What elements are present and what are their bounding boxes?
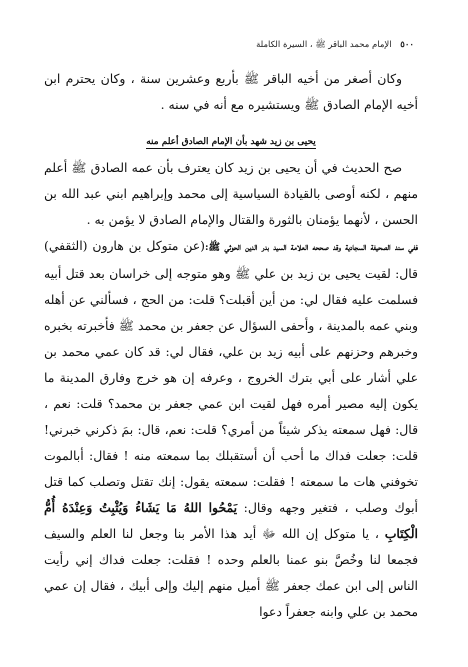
- paragraph-yahya: صح الحديث في أن يحيى بن زيد كان يعترف بأن عمه الصادق ﷺ أعلم منهم ، لكنه أوصى بالقيادة السياسية إلى محمد وإبراهيم ابني عبد الله بن الحسن ، لأنهما يؤمنان بالثورة والقتال والإمام الصادق لا يؤمن به .: [44, 160, 418, 227]
- quran-verse: يَمْحُوا اللهُ مَا يَشَاءُ وَيُثْبِتُ وَعِنْدَهُ أُمُّ الْكِتَابِ: [44, 500, 418, 541]
- running-title: الإمام محمد الباقر ﷺ ، السيرة الكاملة: [256, 40, 392, 50]
- paragraph-intro: وكان أصغر من أخيه الباقر ﷺ بأربع وعشرين سنة ، وكان يحترم ابن أخيه الإمام الصادق ﷺ ويستشيره مع أنه في سنه .: [44, 71, 418, 112]
- paragraph-narration: [44, 233, 418, 625]
- narration-text: (عن متوكل بن هارون (الثقفي) قال: لقيت يحيى بن زيد بن علي ﷺ وهو متوجه إلى خراسان بعد قتل أبيه فسلمت عليه فقال لي: من أين أقبلت؟ قلت: من الحج ، فسألني عن أهله وبني عمه بالمدينة ، وأحفى السؤال عن جعفر بن محمد ﷺ فأخبرته بخبره وخبرهم وحزنهم على أبيه زيد بن علي، فقال لي: قد كان عمي محمد بن علي أشار على أبي بترك الخروج ، وعرفه إن هو خرج وفارق المدينة ما يكون إليه مصير أمره فهل لقيت ابن عمي جعفر بن محمد؟ قلت: نعم ، قال: فهل سمعته يذكر شيئاً من أمري؟ قلت: نعم، قال: بمَ ذكرني خبرني! قلت: جعلت فداك ما أحب أن أستقبلك بما سمعته منه ! فقال: أبالموت تخوفني هات ما سمعته ! فقلت: سمعته يقول: إنك تقتل وتصلب كما قتل أبوك وصلب ، فتغير وجهه وقال:: [44, 238, 418, 515]
- narration-source: ففي سند الصحيفة السجادية وقد صححه العلامة السيد بدر الدين الحوثي ﷺ:: [204, 242, 418, 253]
- page-body: [44, 66, 418, 625]
- narration-continuation: ، يا متوكل إن الله ﷻ أيد هذا الأمر بنا وجعل لنا العلم والسيف فجمعا لنا وخُصَّ بنو عمنا بالعلم وحده ! فقلت: جعلت فداك إني رأيت الناس إلى ابن عمك جعفر ﷺ أميل منهم إليك وإلى أبيك ، فقال إن عمي محمد بن علي وابنه جعفراً دعوا: [44, 526, 418, 619]
- page-number: ٥٠٠: [400, 40, 414, 50]
- section-heading-text: يحيى بن زيد شهد بأن الإمام الصادق أعلم منه: [146, 137, 316, 147]
- section-heading: [44, 134, 418, 150]
- running-header: [48, 40, 414, 52]
